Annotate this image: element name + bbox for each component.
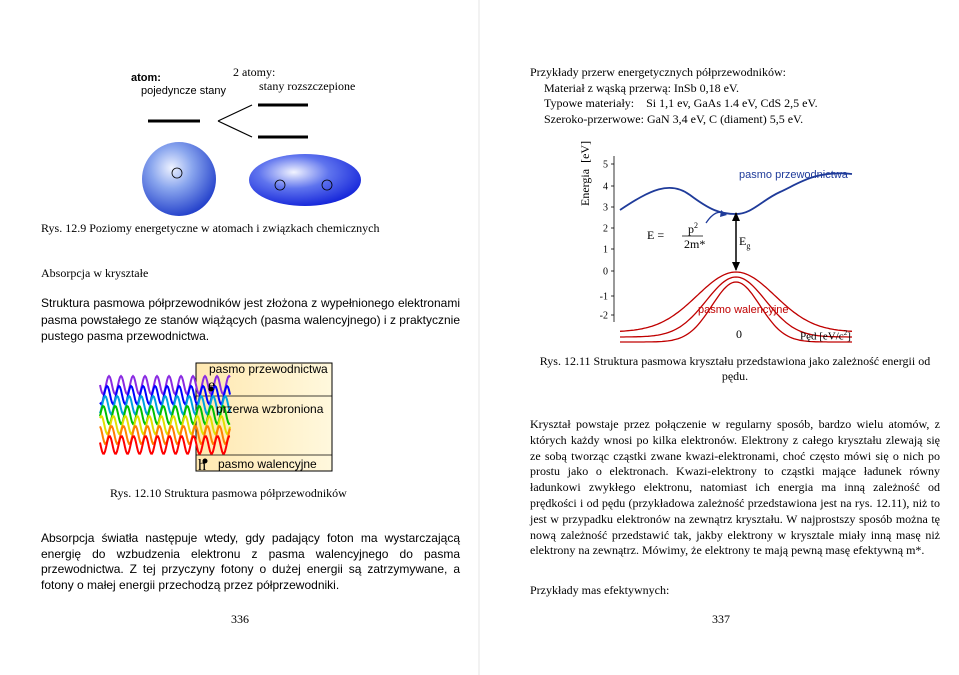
figure-12-10-caption: Rys. 12.10 Struktura pasmowa półprzewodników (110, 486, 347, 500)
paragraph-band-structure: Struktura pasmowa półprzewodników jest złożona z wypełnionego elektronami pasma powstałego ze stanów wiążących (pasma walencyjnego) i z praktycznie pustego pasma przewodnictwa. (41, 296, 460, 343)
atom-label: atom: (131, 72, 161, 84)
electron-label: e (208, 377, 216, 394)
examples-line: Przykłady przerw energetycznych półprzewodników: (530, 65, 787, 79)
single-states-label: pojedyncze stany (141, 85, 226, 97)
band-gap-label: przerwa wzbroniona (216, 402, 324, 416)
figure-12-11-caption: Rys. 12.11 Struktura pasmowa kryształu przedstawiona jako zależność energii od pędu. (539, 354, 931, 383)
paragraph-absorption: Absorpcja światła następuje wtedy, gdy padający foton ma wystarczającą energię do wzbudzenia elektronu z pasma walencyjnego do pasma przewodnictwa. Z tej przyczyny fotony o dużej energii są zatrzymywane, a fotony o małej energii przechodzą przez półprzewodniki. (41, 531, 460, 592)
y-tick-label: 2 (603, 223, 608, 235)
y-tick-label: 1 (603, 244, 608, 256)
gap-label: $E_g$ (739, 234, 751, 251)
chart-valence-label: pasmo walencyjne (698, 304, 789, 316)
figure-12-9-caption: Rys. 12.9 Poziomy energetyczne w atomach i związkach chemicznych (41, 221, 380, 235)
y-tick-label: 0 (603, 266, 608, 278)
x-axis-label: Pęd $[eV/c^2]$ (800, 329, 851, 343)
page-336 (0, 0, 479, 675)
band-energy-chart (480, 150, 959, 350)
examples-line: Szeroko-przerwowe: GaN 3,4 eV, C (diament) 5,5 eV. (544, 111, 804, 126)
energy-levels-figure (0, 0, 479, 220)
formula-numerator: $p^2$ (688, 221, 698, 236)
hole-label: h (198, 457, 206, 474)
y-tick-label: -1 (599, 291, 608, 303)
y-tick-label: 5 (603, 159, 608, 171)
y-tick-label: -2 (599, 310, 608, 322)
section-heading: Absorpcja w kryształe (41, 266, 149, 280)
band-gap-examples (530, 65, 950, 127)
y-tick-label: 4 (603, 181, 608, 193)
examples-line: Materiał z wąską przerwą: InSb 0,18 eV. (544, 80, 740, 95)
formula-lhs: E = (647, 228, 665, 242)
split-line-down (218, 121, 252, 137)
paragraph-quasi-electrons: Kryształ powstaje przez połączenie w regularny sposób, bardzo wielu atomów, z których każdy wnosi po kilka elektronów. Elektrony z całego kryształu zlewają się ze sobą tworząc cząstki zwane kwazi-elektronami, choć często mówi się o nich po prostu jako o elektronach. Kwazi-elektrony to cząstki mające ładunek równy ładunkowi zwykłego elektronu, natomiast ich energia ma inną zależność od prędkości i od pędu (przykładowa zależność przedstawiona jest na rys. 12.11), niż to jest w przypadku elektronów na zewnątrz kryształu. W najprostszy sposób można tę nową zależność przedstawić tak, jakby elektrony w krysztale miały inną masę niż elektrony na zewnątrz. Mówimy, że elektrony te mają pewną masę efektywną m*. (530, 417, 940, 558)
formula-denominator: 2m* (684, 237, 706, 251)
molecule-ellipse (249, 154, 361, 206)
page-number: 336 (231, 612, 249, 626)
split-line-up (218, 105, 252, 121)
conduction-band-label: pasmo przewodnictwa (209, 362, 328, 376)
chart-conduction-label: pasmo przewodnictwa (739, 169, 848, 181)
effective-mass-examples: Przykłady mas efektywnych: (530, 583, 670, 597)
gap-arrow-head-down (732, 262, 740, 271)
y-ticks (600, 160, 614, 322)
page-number: 337 (712, 612, 730, 626)
y-axis-label: Energia [eV] (578, 140, 592, 206)
two-atoms-label: 2 atomy: (233, 65, 276, 79)
examples-line: Typowe materiały: Si 1,1 ev, GaAs 1.4 eV, CdS 2,5 eV. (544, 96, 818, 110)
page-337 (480, 0, 959, 675)
valence-band-label: pasmo walencyjne (218, 457, 317, 471)
y-tick-label: 3 (603, 202, 608, 214)
valence-band-curve (620, 272, 852, 331)
x-axis-zero: 0 (736, 327, 742, 341)
split-states-label: stany rozszczepione (259, 79, 356, 93)
atom-sphere (142, 142, 216, 216)
